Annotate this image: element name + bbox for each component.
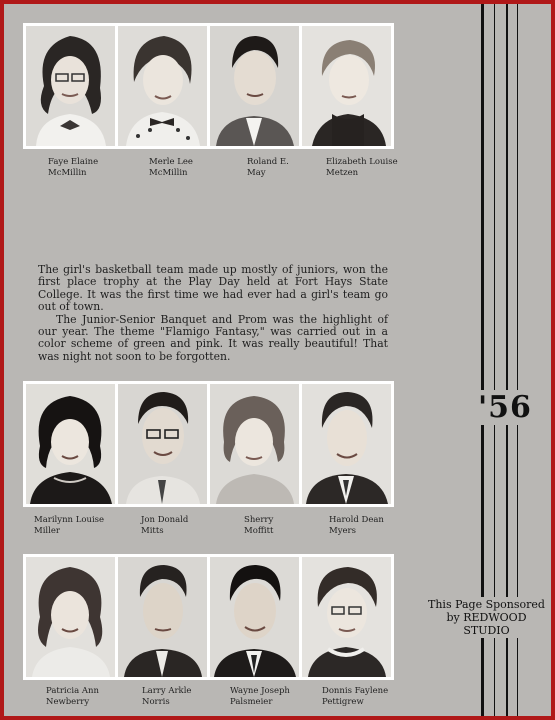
last-name: Newberry bbox=[46, 697, 90, 707]
photo-row-2 bbox=[23, 381, 394, 507]
last-name: Metzen bbox=[326, 168, 359, 178]
year-mark: '56 bbox=[478, 390, 532, 425]
body-text bbox=[38, 264, 388, 363]
first-name: Donnis Faylene bbox=[322, 686, 389, 696]
last-name: Moffitt bbox=[244, 526, 274, 536]
last-name: Mitts bbox=[141, 526, 164, 536]
first-name: Merle Lee bbox=[149, 157, 193, 167]
last-name: Miller bbox=[34, 526, 60, 536]
first-name: Wayne Joseph bbox=[230, 686, 290, 696]
first-name: Patricia Ann bbox=[46, 686, 99, 696]
sponsor-note bbox=[422, 597, 551, 638]
paragraph-basketball: The girl's basketball team made up mostly of juniors, won the first place trophy at the Play Day held at Fort Hays State College. It was the first time we had ever had a girl's team go out of town. bbox=[38, 263, 388, 314]
portrait-photo bbox=[210, 557, 299, 677]
portrait-photo bbox=[118, 26, 207, 146]
last-name: McMillin bbox=[149, 168, 188, 178]
last-name: Myers bbox=[329, 526, 356, 536]
portrait-photo bbox=[26, 384, 115, 504]
student-name bbox=[141, 515, 188, 537]
student-name bbox=[322, 686, 388, 708]
first-name: Elizabeth Louise bbox=[326, 157, 398, 167]
last-name: Pettigrew bbox=[322, 697, 364, 707]
student-name bbox=[48, 157, 98, 179]
first-name: Sherry bbox=[244, 515, 274, 525]
last-name: Palsmeier bbox=[230, 697, 273, 707]
last-name: McMillin bbox=[48, 168, 87, 178]
yearbook-page bbox=[4, 4, 551, 716]
portrait-photo bbox=[118, 557, 207, 677]
student-name bbox=[247, 157, 289, 179]
student-name bbox=[34, 515, 104, 537]
last-name: May bbox=[247, 168, 266, 178]
photo-row-3 bbox=[23, 554, 394, 680]
portrait-photo bbox=[118, 384, 207, 504]
portrait-photo bbox=[302, 26, 391, 146]
student-name bbox=[230, 686, 290, 708]
portrait-photo bbox=[210, 384, 299, 504]
sponsor-line-1: This Page Sponsored bbox=[428, 598, 545, 611]
student-name bbox=[244, 515, 273, 537]
sponsor-line-2: by REDWOOD STUDIO bbox=[446, 611, 527, 637]
first-name: Harold Dean bbox=[329, 515, 384, 525]
first-name: Larry Arkle bbox=[142, 686, 192, 696]
student-name bbox=[149, 157, 193, 179]
portrait-photo bbox=[210, 26, 299, 146]
first-name: Roland E. bbox=[247, 157, 289, 167]
student-name bbox=[329, 515, 384, 537]
portrait-photo bbox=[26, 557, 115, 677]
student-name bbox=[142, 686, 191, 708]
portrait-photo bbox=[26, 26, 115, 146]
first-name: Faye Elaine bbox=[48, 157, 99, 167]
paragraph-prom: The Junior-Senior Banquet and Prom was the highlight of our year. The theme "Flamigo Fantasy," was carried out in a color scheme of green and pink. It was really beautiful! That was night not soon to be forgotten. bbox=[38, 312, 388, 363]
portrait-photo bbox=[302, 557, 391, 677]
student-name bbox=[326, 157, 398, 179]
first-name: Marilynn Louise bbox=[34, 515, 105, 525]
photo-row-1 bbox=[23, 23, 394, 149]
student-name bbox=[46, 686, 99, 708]
portrait-photo bbox=[302, 384, 391, 504]
last-name: Norris bbox=[142, 697, 170, 707]
first-name: Jon Donald bbox=[141, 515, 189, 525]
